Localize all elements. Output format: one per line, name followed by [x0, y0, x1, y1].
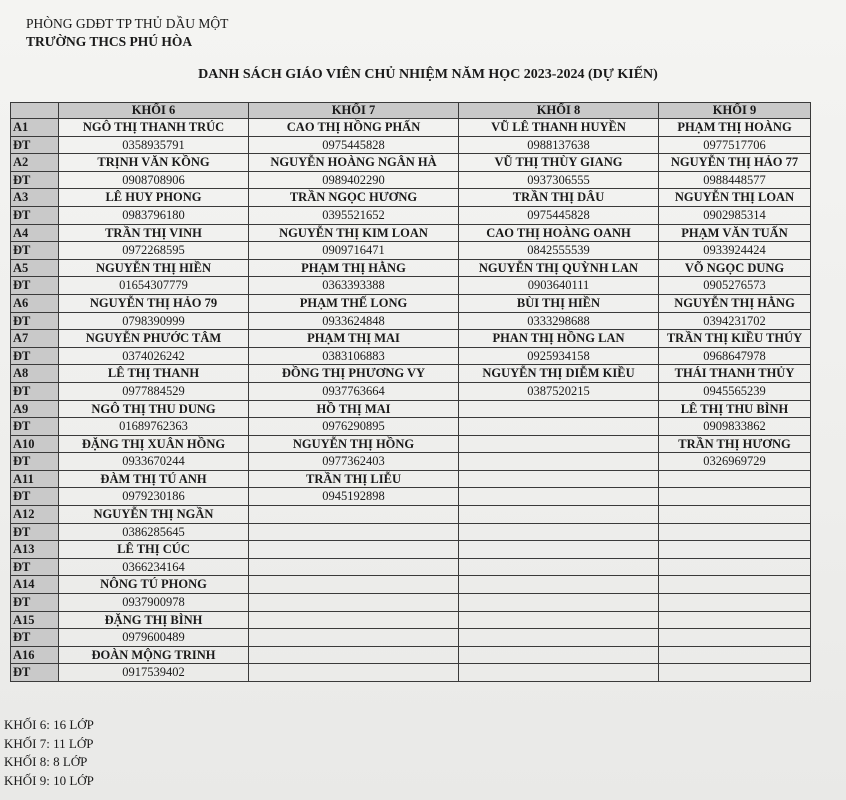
teacher-name-cell — [249, 646, 459, 664]
teacher-name-cell: PHẠM THỊ HẰNG — [249, 259, 459, 277]
teacher-phone-cell — [659, 664, 811, 682]
teacher-name-cell — [659, 576, 811, 594]
teacher-name-cell: NGUYỄN THỊ QUỲNH LAN — [459, 259, 659, 277]
class-label: A7 — [11, 330, 59, 348]
teacher-name-cell: PHẠM THỊ HOÀNG — [659, 119, 811, 137]
phone-label: ĐT — [11, 664, 59, 682]
teacher-phone-cell: 0363393388 — [249, 277, 459, 295]
teacher-phone-cell: 0358935791 — [59, 136, 249, 154]
teacher-phone-cell: 0925934158 — [459, 347, 659, 365]
class-label: A5 — [11, 259, 59, 277]
teacher-phone-cell: 0937900978 — [59, 594, 249, 612]
teacher-phone-cell: 0975445828 — [249, 136, 459, 154]
class-label: A9 — [11, 400, 59, 418]
phone-label: ĐT — [11, 136, 59, 154]
phone-label: ĐT — [11, 206, 59, 224]
class-label: A4 — [11, 224, 59, 242]
class-label: A14 — [11, 576, 59, 594]
teacher-name-cell: NGUYỄN THỊ NGẦN — [59, 506, 249, 524]
phone-row — [11, 206, 811, 224]
teacher-name-cell — [249, 506, 459, 524]
teacher-name-cell — [659, 541, 811, 559]
teacher-phone-cell — [659, 558, 811, 576]
teacher-phone-cell: 0979600489 — [59, 629, 249, 647]
teacher-name-cell: NGUYỄN THỊ HẰNG — [659, 294, 811, 312]
class-label: A10 — [11, 435, 59, 453]
phone-row — [11, 488, 811, 506]
teacher-name-cell: PHẠM THỊ MAI — [249, 330, 459, 348]
teacher-name-cell: NÔNG TÚ PHONG — [59, 576, 249, 594]
column-header: KHỐI 8 — [459, 103, 659, 119]
teacher-name-cell — [459, 506, 659, 524]
class-row — [11, 400, 811, 418]
teacher-phone-cell — [459, 594, 659, 612]
teacher-name-cell: BÙI THỊ HIỀN — [459, 294, 659, 312]
class-label: A3 — [11, 189, 59, 207]
teacher-phone-cell: 0903640111 — [459, 277, 659, 295]
teacher-name-cell: CAO THỊ HỒNG PHẤN — [249, 119, 459, 137]
phone-label: ĐT — [11, 488, 59, 506]
class-row — [11, 576, 811, 594]
teacher-name-cell — [249, 541, 459, 559]
column-header: KHỐI 9 — [659, 103, 811, 119]
class-count-notes — [4, 716, 94, 790]
teacher-name-cell — [249, 611, 459, 629]
teacher-name-cell: ĐỒNG THỊ PHƯƠNG VY — [249, 365, 459, 383]
teacher-phone-cell — [459, 488, 659, 506]
teacher-phone-cell: 0394231702 — [659, 312, 811, 330]
teacher-name-cell: ĐOÀN MỘNG TRINH — [59, 646, 249, 664]
teacher-phone-cell: 0972268595 — [59, 242, 249, 260]
teacher-name-cell: NGUYỄN THỊ KIM LOAN — [249, 224, 459, 242]
teacher-roster-table — [10, 102, 811, 682]
teacher-phone-cell: 0979230186 — [59, 488, 249, 506]
phone-row — [11, 171, 811, 189]
teacher-phone-cell: 0387520215 — [459, 382, 659, 400]
class-row — [11, 646, 811, 664]
teacher-phone-cell: 0988137638 — [459, 136, 659, 154]
teacher-name-cell: THÁI THANH THỦY — [659, 365, 811, 383]
column-header: KHỐI 7 — [249, 103, 459, 119]
teacher-name-cell — [249, 576, 459, 594]
teacher-name-cell: NGÔ THỊ THANH TRÚC — [59, 119, 249, 137]
teacher-phone-cell: 0842555539 — [459, 242, 659, 260]
teacher-name-cell: CAO THỊ HOÀNG OANH — [459, 224, 659, 242]
phone-label: ĐT — [11, 277, 59, 295]
teacher-name-cell: LÊ HUY PHONG — [59, 189, 249, 207]
class-row — [11, 365, 811, 383]
class-row — [11, 259, 811, 277]
class-row — [11, 435, 811, 453]
phone-row — [11, 629, 811, 647]
teacher-phone-cell — [459, 418, 659, 436]
teacher-phone-cell: 0975445828 — [459, 206, 659, 224]
teacher-name-cell — [459, 541, 659, 559]
note-line: KHỐI 9: 10 LỚP — [4, 772, 94, 788]
teacher-phone-cell — [249, 594, 459, 612]
class-label: A2 — [11, 154, 59, 172]
teacher-name-cell: NGUYỄN THỊ LOAN — [659, 189, 811, 207]
phone-label: ĐT — [11, 629, 59, 647]
class-row — [11, 611, 811, 629]
class-row — [11, 119, 811, 137]
phone-row — [11, 136, 811, 154]
phone-label: ĐT — [11, 594, 59, 612]
teacher-name-cell: NGUYỄN THỊ HẢO 79 — [59, 294, 249, 312]
class-row — [11, 294, 811, 312]
teacher-phone-cell: 0395521652 — [249, 206, 459, 224]
teacher-phone-cell: 0383106883 — [249, 347, 459, 365]
teacher-name-cell: TRẦN THỊ DÂU — [459, 189, 659, 207]
phone-label: ĐT — [11, 312, 59, 330]
teacher-name-cell — [459, 611, 659, 629]
phone-label: ĐT — [11, 453, 59, 471]
teacher-name-cell: ĐÀM THỊ TÚ ANH — [59, 470, 249, 488]
column-header: KHỐI 6 — [59, 103, 249, 119]
class-row — [11, 189, 811, 207]
teacher-name-cell: VÕ NGỌC DUNG — [659, 259, 811, 277]
teacher-name-cell — [459, 646, 659, 664]
teacher-phone-cell — [459, 523, 659, 541]
teacher-phone-cell: 0798390999 — [59, 312, 249, 330]
teacher-phone-cell — [249, 558, 459, 576]
teacher-phone-cell: 0933624848 — [249, 312, 459, 330]
phone-label: ĐT — [11, 558, 59, 576]
teacher-phone-cell: 0945565239 — [659, 382, 811, 400]
teacher-phone-cell — [459, 629, 659, 647]
teacher-phone-cell: 0968647978 — [659, 347, 811, 365]
teacher-phone-cell: 01689762363 — [59, 418, 249, 436]
teacher-phone-cell: 0333298688 — [459, 312, 659, 330]
teacher-name-cell: TRẦN THỊ KIỀU THÚY — [659, 330, 811, 348]
teacher-phone-cell — [459, 453, 659, 471]
school-name: TRƯỜNG THCS PHÚ HÒA — [26, 34, 193, 49]
teacher-name-cell: LÊ THỊ CÚC — [59, 541, 249, 559]
phone-label: ĐT — [11, 523, 59, 541]
teacher-name-cell: LÊ THỊ THU BÌNH — [659, 400, 811, 418]
phone-row — [11, 523, 811, 541]
class-label: A12 — [11, 506, 59, 524]
class-row — [11, 330, 811, 348]
page-title: DANH SÁCH GIÁO VIÊN CHỦ NHIỆM NĂM HỌC 2023-2024 (DỰ KIẾN) — [198, 67, 658, 82]
teacher-name-cell — [459, 576, 659, 594]
teacher-name-cell: VŨ LÊ THANH HUYỀN — [459, 119, 659, 137]
teacher-phone-cell: 0977517706 — [659, 136, 811, 154]
teacher-phone-cell — [659, 488, 811, 506]
teacher-name-cell: NGUYỄN THỊ HẢO 77 — [659, 154, 811, 172]
class-label: A8 — [11, 365, 59, 383]
teacher-name-cell — [659, 506, 811, 524]
teacher-phone-cell: 0989402290 — [249, 171, 459, 189]
teacher-name-cell — [659, 470, 811, 488]
phone-row — [11, 453, 811, 471]
phone-label: ĐT — [11, 347, 59, 365]
teacher-name-cell — [659, 646, 811, 664]
teacher-name-cell — [459, 400, 659, 418]
teacher-name-cell: ĐẶNG THỊ BÌNH — [59, 611, 249, 629]
teacher-phone-cell: 0366234164 — [59, 558, 249, 576]
teacher-name-cell: NGUYỄN THỊ HỒNG — [249, 435, 459, 453]
teacher-phone-cell — [459, 664, 659, 682]
teacher-name-cell: TRẦN THỊ LIỄU — [249, 470, 459, 488]
note-line: KHỐI 8: 8 LỚP — [4, 754, 88, 769]
teacher-name-cell: HỒ THỊ MAI — [249, 400, 459, 418]
teacher-phone-cell: 0933924424 — [659, 242, 811, 260]
teacher-phone-cell — [459, 558, 659, 576]
class-label: A16 — [11, 646, 59, 664]
teacher-name-cell: NGUYỄN PHƯỚC TÂM — [59, 330, 249, 348]
teacher-phone-cell: 0933670244 — [59, 453, 249, 471]
teacher-name-cell: NGUYỄN THỊ DIỄM KIỀU — [459, 365, 659, 383]
phone-row — [11, 312, 811, 330]
class-row — [11, 154, 811, 172]
teacher-phone-cell: 0908708906 — [59, 171, 249, 189]
teacher-name-cell: VŨ THỊ THÙY GIANG — [459, 154, 659, 172]
note-line: KHỐI 6: 16 LỚP — [4, 717, 94, 732]
class-label: A13 — [11, 541, 59, 559]
phone-label: ĐT — [11, 382, 59, 400]
teacher-name-cell — [459, 470, 659, 488]
phone-row — [11, 382, 811, 400]
teacher-phone-cell: 0977362403 — [249, 453, 459, 471]
header-corner — [11, 103, 59, 119]
teacher-phone-cell — [659, 523, 811, 541]
teacher-name-cell: TRỊNH VĂN KỒNG — [59, 154, 249, 172]
teacher-phone-cell: 0909716471 — [249, 242, 459, 260]
department-name: PHÒNG GDĐT TP THỦ DẦU MỘT — [26, 16, 229, 31]
note-line: KHỐI 7: 11 LỚP — [4, 735, 94, 751]
class-label: A1 — [11, 119, 59, 137]
phone-row — [11, 594, 811, 612]
class-row — [11, 470, 811, 488]
phone-row — [11, 664, 811, 682]
teacher-name-cell: PHẠM THẾ LONG — [249, 294, 459, 312]
teacher-name-cell — [459, 435, 659, 453]
teacher-name-cell: LÊ THỊ THANH — [59, 365, 249, 383]
class-row — [11, 541, 811, 559]
teacher-phone-cell: 0326969729 — [659, 453, 811, 471]
teacher-phone-cell: 0374026242 — [59, 347, 249, 365]
class-label: A11 — [11, 470, 59, 488]
class-label: A15 — [11, 611, 59, 629]
phone-row — [11, 242, 811, 260]
teacher-phone-cell: 0902985314 — [659, 206, 811, 224]
teacher-phone-cell: 0909833862 — [659, 418, 811, 436]
teacher-phone-cell: 0983796180 — [59, 206, 249, 224]
teacher-phone-cell — [249, 629, 459, 647]
teacher-name-cell: PHAN THỊ HỒNG LAN — [459, 330, 659, 348]
teacher-name-cell — [659, 611, 811, 629]
phone-row — [11, 418, 811, 436]
teacher-phone-cell — [659, 629, 811, 647]
teacher-phone-cell: 0945192898 — [249, 488, 459, 506]
teacher-name-cell: NGÔ THỊ THU DUNG — [59, 400, 249, 418]
phone-label: ĐT — [11, 171, 59, 189]
teacher-name-cell: ĐẶNG THỊ XUÂN HỒNG — [59, 435, 249, 453]
phone-row — [11, 347, 811, 365]
phone-row — [11, 277, 811, 295]
class-label: A6 — [11, 294, 59, 312]
phone-row — [11, 558, 811, 576]
teacher-phone-cell: 0937763664 — [249, 382, 459, 400]
teacher-name-cell: TRẦN THỊ VINH — [59, 224, 249, 242]
teacher-phone-cell: 0937306555 — [459, 171, 659, 189]
teacher-name-cell: TRẦN NGỌC HƯƠNG — [249, 189, 459, 207]
teacher-phone-cell — [249, 523, 459, 541]
teacher-name-cell: NGUYỄN THỊ HIỀN — [59, 259, 249, 277]
teacher-phone-cell: 0905276573 — [659, 277, 811, 295]
teacher-phone-cell: 01654307779 — [59, 277, 249, 295]
teacher-phone-cell — [659, 594, 811, 612]
teacher-phone-cell — [249, 664, 459, 682]
teacher-phone-cell: 0976290895 — [249, 418, 459, 436]
phone-label: ĐT — [11, 418, 59, 436]
teacher-phone-cell: 0977884529 — [59, 382, 249, 400]
class-row — [11, 224, 811, 242]
class-row — [11, 506, 811, 524]
table-header-row — [11, 103, 811, 119]
phone-label: ĐT — [11, 242, 59, 260]
teacher-phone-cell: 0917539402 — [59, 664, 249, 682]
teacher-name-cell: NGUYỄN HOÀNG NGÂN HÀ — [249, 154, 459, 172]
teacher-name-cell: PHẠM VĂN TUẤN — [659, 224, 811, 242]
teacher-phone-cell: 0988448577 — [659, 171, 811, 189]
teacher-name-cell: TRẦN THỊ HƯƠNG — [659, 435, 811, 453]
teacher-phone-cell: 0386285645 — [59, 523, 249, 541]
